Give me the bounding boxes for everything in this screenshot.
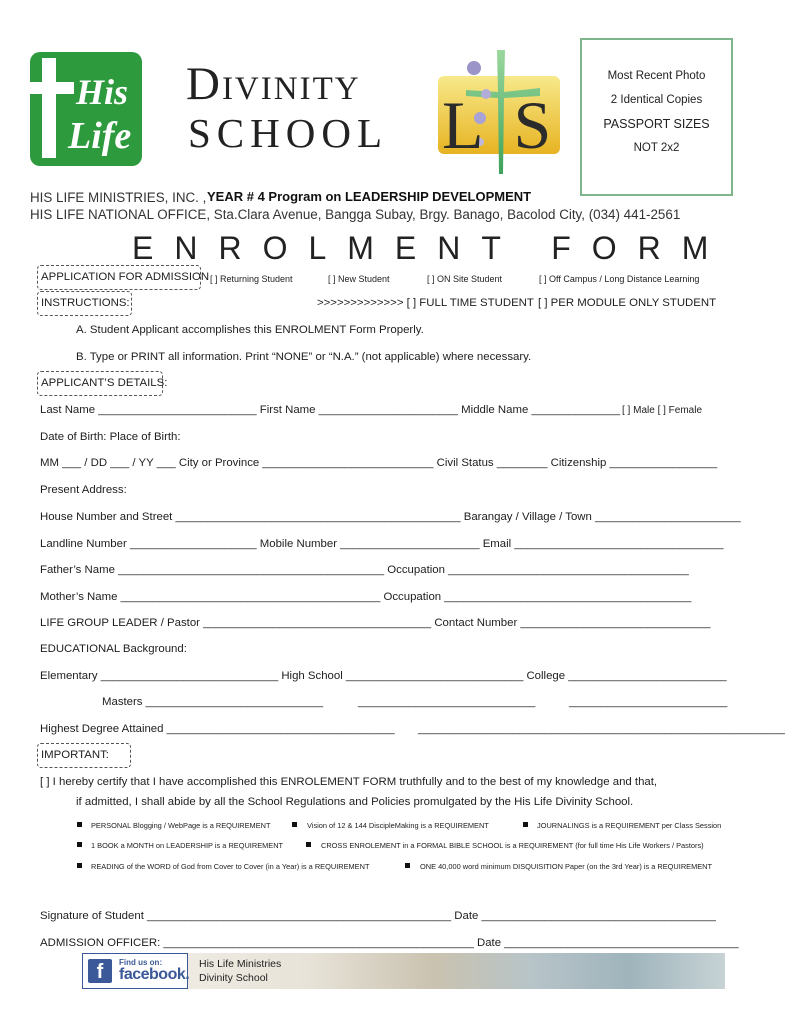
mother-row[interactable]: Mother’s Name _________________________________________ Occupation _______________________________________ — [40, 591, 692, 603]
bullet-icon — [292, 822, 297, 827]
requirement-item: ONE 40,000 word minimum DISQUISITION Paper (on the 3rd Year) is a REQUIREMENT — [420, 862, 713, 871]
photo-box — [580, 38, 733, 196]
lis-logo — [434, 48, 582, 176]
masters-field-3[interactable]: _________________________ — [569, 696, 728, 708]
per-module-option[interactable]: [ ] PER MODULE ONLY STUDENT — [538, 297, 717, 309]
footer-ministry-name: His Life Ministries — [199, 958, 282, 970]
requirement-item: CROSS ENROLEMENT in a FORMAL BIBLE SCHOOL is a REQUIREMENT (for full time His Life Workers / Pastors) — [321, 841, 704, 850]
instruction-a: A. Student Applicant accomplishes this ENROLMENT Form Properly. — [76, 324, 424, 336]
dob-row[interactable]: MM ___ / DD ___ / YY ___ City or Province ___________________________ Civil Status ________ Citizenship _________________ — [40, 457, 718, 469]
education-label: EDUCATIONAL Background: — [40, 643, 187, 655]
bullet-icon — [523, 822, 528, 827]
gender-options[interactable]: [ ] Male [ ] Female — [622, 405, 703, 416]
father-row[interactable]: Father’s Name __________________________________________ Occupation ______________________________________ — [40, 564, 689, 576]
student-signature-row[interactable]: Signature of Student ________________________________________________ Date _____________________________________ — [40, 910, 716, 922]
requirement-item: PERSONAL Blogging / WebPage is a REQUIREMENT — [91, 821, 271, 830]
contact-row[interactable]: Landline Number ____________________ Mobile Number ______________________ Email _________________________________ — [40, 538, 724, 550]
option-new[interactable]: [ ] New Student — [328, 274, 390, 284]
officer-signature-row[interactable]: ADMISSION OFFICER: _________________________________________________ Date _____________________________________ — [40, 937, 739, 949]
bullet-icon — [77, 842, 82, 847]
option-offcampus[interactable]: [ ] Off Campus / Long Distance Learning — [539, 274, 700, 284]
certify-line-1[interactable]: [ ] I hereby certify that I have accomplished this ENROLEMENT FORM truthfully and to the best of my knowledge and that, — [40, 776, 658, 788]
education-row[interactable]: Elementary ____________________________ High School ____________________________ College _________________________ — [40, 670, 727, 682]
instruction-b: B. Type or PRINT all information. Print “NONE” or “N.A.” (not applicable) where necessary. — [76, 351, 532, 363]
bullet-icon — [77, 863, 82, 868]
option-onsite[interactable]: [ ] ON Site Student — [427, 274, 503, 284]
certify-line-2: if admitted, I shall abide by all the School Regulations and Policies promulgated by the His Life Divinity School. — [76, 796, 634, 808]
masters-row[interactable]: Masters ____________________________ — [102, 696, 324, 708]
photo-box-line1: Most Recent Photo — [607, 70, 706, 82]
his-life-logo — [30, 52, 142, 166]
school-name — [186, 58, 388, 156]
option-returning[interactable]: [ ] Returning Student — [210, 274, 293, 284]
school-name-line1: Divinity — [186, 58, 361, 110]
masters-field-2[interactable]: ____________________________ — [358, 696, 536, 708]
bullet-icon — [77, 822, 82, 827]
photo-box-line2: 2 Identical Copies — [610, 94, 703, 106]
photo-box-line4: NOT 2x2 — [633, 142, 680, 154]
his-life-logo-text-2: Life — [68, 115, 132, 157]
requirement-item: JOURNALINGS is a REQUIREMENT per Class Session — [537, 821, 722, 830]
highest-degree-field-2[interactable]: __________________________________________________________ — [418, 723, 785, 735]
program-title: YEAR # 4 Program on LEADERSHIP DEVELOPMENT — [207, 189, 532, 204]
application-label: APPLICATION FOR ADMISSION — [41, 271, 210, 283]
important-label: IMPORTANT: — [41, 749, 109, 761]
bullet-icon — [405, 863, 410, 868]
requirement-item: Vision of 12 & 144 DiscipleMaking is a REQUIREMENT — [307, 821, 489, 830]
bullet-icon — [306, 842, 311, 847]
photo-box-line3: PASSPORT SIZES — [603, 117, 710, 131]
birth-row: Date of Birth: Place of Birth: — [40, 431, 181, 443]
present-address-label: Present Address: — [40, 484, 127, 496]
full-time-option[interactable]: >>>>>>>>>>>>> [ ] FULL TIME STUDENT — [317, 297, 534, 309]
school-name-line2: SCHOOL — [188, 110, 389, 156]
requirement-item: READING of the WORD of God from Cover to Cover (in a Year) is a REQUIREMENT — [91, 862, 370, 871]
ministry-name: HIS LIFE MINISTRIES, INC. , — [30, 190, 207, 205]
applicant-label: APPLICANT’S DETAILS: — [41, 377, 168, 389]
name-row[interactable]: Last Name _________________________ First Name ______________________ Middle Name ______________ — [40, 404, 621, 416]
life-group-row[interactable]: LIFE GROUP LEADER / Pastor ____________________________________ Contact Number ______________________________ — [40, 617, 711, 629]
footer-banner — [82, 953, 725, 989]
address-row[interactable]: House Number and Street _____________________________________________ Barangay / Village / Town _______________________ — [40, 511, 741, 523]
facebook-icon: f — [88, 959, 112, 983]
lis-logo-text: LS — [442, 87, 582, 163]
footer-school-name: Divinity School — [199, 972, 268, 984]
facebook-wordmark: facebook. — [119, 966, 190, 983]
form-title: ENROLMENT FORM — [132, 230, 730, 266]
highest-degree-row[interactable]: Highest Degree Attained ____________________________________ — [40, 723, 395, 735]
facebook-find-us: Find us on: — [119, 958, 163, 967]
requirement-item: 1 BOOK a MONTH on LEADERSHIP is a REQUIREMENT — [91, 841, 284, 850]
facebook-badge[interactable] — [82, 953, 188, 989]
instructions-label: INSTRUCTIONS: — [41, 297, 130, 309]
office-address: HIS LIFE NATIONAL OFFICE, Sta.Clara Avenue, Bangga Subay, Brgy. Banago, Bacolod City, (034) 441-2561 — [30, 207, 681, 222]
his-life-logo-text-1: His — [76, 72, 129, 112]
